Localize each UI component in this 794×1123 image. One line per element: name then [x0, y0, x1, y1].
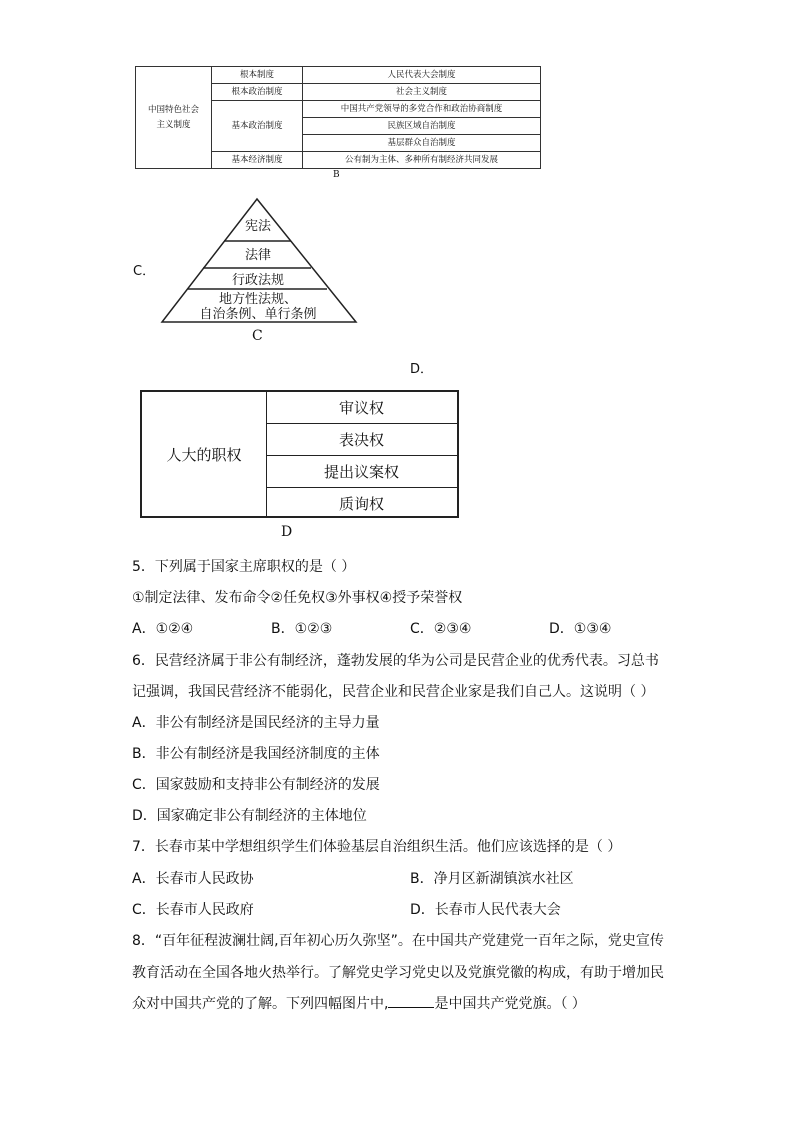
- q8-stem-text: 是中国共产党党旗。（ ）: [434, 996, 586, 1012]
- q7-option-a[interactable]: A．长春市人民政协: [132, 871, 254, 887]
- q5-items: ①制定法律、发布命令②任免权③外事权④授予荣誉权: [132, 590, 463, 606]
- table-row: [136, 67, 541, 84]
- category-cell: 根本政治制度: [212, 84, 303, 101]
- power-cell: 质询权: [338, 495, 384, 513]
- category-cell: 根本制度: [212, 67, 303, 84]
- q7-option-c[interactable]: C．长春市人民政府: [132, 902, 254, 918]
- q8-stem-line: 教育活动在全国各地火热举行。了解党史学习党史以及党旗党徽的构成，有助于增加民: [132, 965, 664, 981]
- q5-stem: 5．下列属于国家主席职权的是（ ）: [132, 559, 356, 575]
- power-cell: 提出议案权: [266, 456, 457, 488]
- q8-stem-text: 众对中国共产党的了解。下列四幅图片中,: [132, 996, 389, 1012]
- figure-b-table: [135, 66, 541, 169]
- pyramid-level-label: 地方性法规、: [218, 292, 298, 307]
- q6-stem-line: 6．民营经济属于非公有制经济，蓬勃发展的华为公司是民营企业的优秀代表。习总书: [132, 653, 659, 669]
- pyramid-level-label: 行政法规: [231, 273, 285, 288]
- pyramid-level-label: 宪法: [244, 219, 272, 234]
- content-cell: 社会主义制度: [303, 84, 541, 101]
- category-cell: 基本政治制度: [212, 101, 303, 152]
- pyramid-level-label: 法律: [244, 248, 272, 263]
- powers-left-label: 人大的职权: [142, 392, 267, 516]
- q7-option-d[interactable]: D．长春市人民代表大会: [410, 902, 561, 918]
- row-header-line: 中国特色社会: [147, 104, 199, 115]
- figure-c-caption: C: [252, 328, 263, 344]
- content-cell: 基层群众自治制度: [303, 135, 541, 152]
- content-cell: 人民代表大会制度: [303, 67, 541, 84]
- pyramid-level-label: 自治条例、单行条例: [199, 307, 317, 322]
- q6-option-c[interactable]: C．国家鼓励和支持非公有制经济的发展: [132, 777, 380, 793]
- q8-stem-line: 8．“百年征程波澜壮阔,百年初心历久弥坚”。在中国共产党建党一百年之际，党史宣传: [132, 933, 664, 949]
- option-d-label: D．: [410, 362, 434, 377]
- q7-stem: 7．长春市某中学想组织学生们体验基层自治组织生活。他们应该选择的是（ ）: [132, 839, 622, 855]
- row-header: [136, 67, 212, 169]
- q6-option-d[interactable]: D．国家确定非公有制经济的主体地位: [132, 808, 367, 824]
- figure-d-caption: D: [281, 524, 293, 540]
- q8-stem-line: [132, 993, 586, 1013]
- content-cell: 民族区域自治制度: [303, 118, 541, 135]
- q7-option-b[interactable]: B．净月区新湖镇滨水社区: [410, 871, 574, 887]
- category-cell: 基本经济制度: [212, 152, 303, 169]
- q6-option-a[interactable]: A．非公有制经济是国民经济的主导力量: [132, 715, 380, 731]
- q5-option-a[interactable]: A．①②④: [132, 621, 194, 637]
- q5-option-d[interactable]: D．①③④: [549, 621, 612, 637]
- row-header-line: 主义制度: [156, 119, 191, 130]
- power-cell: 表决权: [266, 424, 457, 456]
- answer-blank[interactable]: [388, 995, 434, 1008]
- q6-option-b[interactable]: B．非公有制经济是我国经济制度的主体: [132, 746, 380, 762]
- q5-option-c[interactable]: C．②③④: [410, 621, 472, 637]
- law-pyramid-diagram: [160, 197, 360, 325]
- q6-stem-line: 记强调，我国民营经济不能弱化，民营企业和民营企业家是我们自己人。这说明（ ）: [132, 684, 655, 700]
- figure-b-caption: B: [333, 170, 340, 180]
- power-cell: 审议权: [266, 392, 457, 424]
- content-cell: 中国共产党领导的多党合作和政治协商制度: [303, 101, 541, 118]
- npc-powers-diagram: [140, 390, 459, 518]
- q5-option-b[interactable]: B．①②③: [271, 621, 333, 637]
- powers-list: [266, 392, 457, 516]
- content-cell: 公有制为主体、多种所有制经济共同发展: [303, 152, 541, 169]
- option-c-label: C．: [133, 264, 156, 279]
